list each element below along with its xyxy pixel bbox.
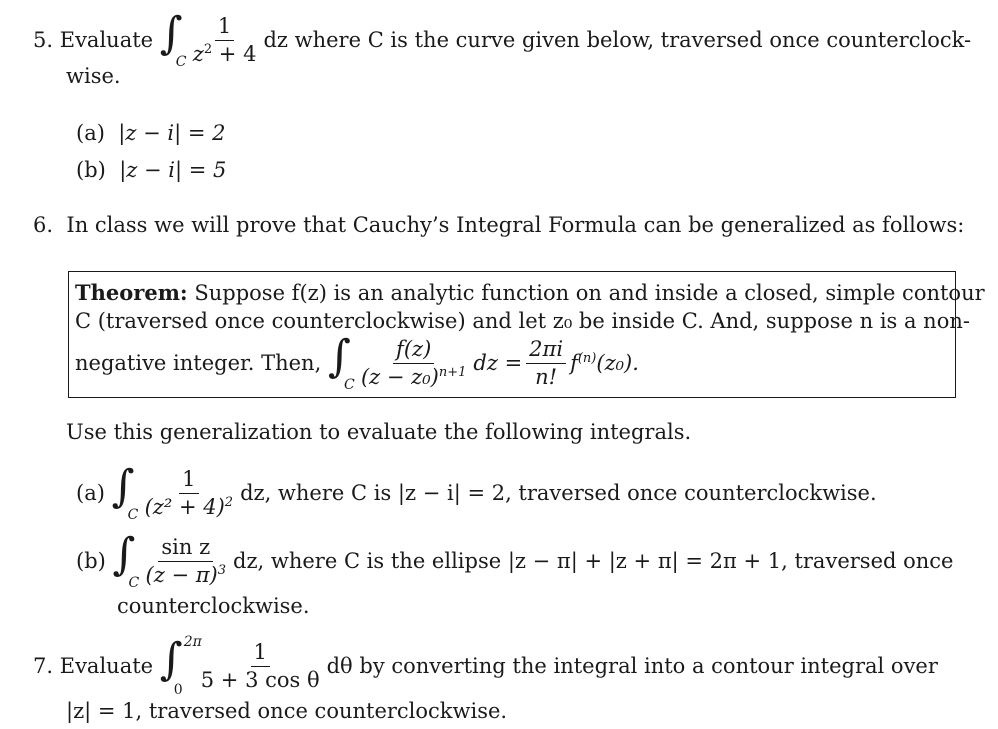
- integrand-fraction: $\frac{1}{z^2 + 4}$: [192, 14, 257, 66]
- problem-6b: (b) ∫ C $\frac{\text{sin z}}{(z - \pi)^3}$ dz, where C is the ellipse |z − π| + |z + π| = 2π + 1, traversed once: [76, 529, 954, 591]
- problem-5a: (a) |z − i| = 2: [76, 121, 226, 145]
- problem-7-continuation: |z| = 1, traversed once counterclockwise.: [66, 699, 508, 723]
- problem-5b: (b) |z − i| = 5: [76, 158, 227, 182]
- problem-5-text: dz where C is the curve given below, traversed once counterclock-: [263, 28, 972, 52]
- problem-5-number: 5.: [33, 28, 54, 52]
- integral-sign: ∫ C: [112, 529, 140, 591]
- problem-7-number: 7.: [33, 654, 54, 678]
- problem-7-fraction: $\frac{1}{\text{5 + 3 cos θ}}$: [200, 640, 320, 692]
- problem-6-use: Use this generalization to evaluate the following integrals.: [66, 420, 692, 444]
- integral-sign: ∫ C: [111, 461, 139, 523]
- problem-6a-fraction: $\frac{1}{(z^2 + 4)^2}$: [144, 467, 234, 519]
- problem-6-number: 6.: [33, 213, 54, 237]
- problem-6a: (a) ∫ C $\frac{1}{(z^2 + 4)^2}$ dz, where C is |z − i| = 2, traversed once counterclockwise.: [76, 461, 877, 523]
- theorem-line3: negative integer. Then, ∫ C $\frac{f(z)}{(z - z_0)^{n+1}}$ dz = $\frac{2\pi i}{n!}$ $f^{(n)}(z_0)$.: [75, 331, 639, 393]
- problem-5-continuation: wise.: [66, 64, 121, 88]
- problem-6b-continuation: counterclockwise.: [117, 594, 310, 618]
- integral-sign: ∫ C: [327, 331, 355, 393]
- theorem-fraction: $\frac{f(z)}{(z - z_0)^{n+1}}$: [360, 337, 467, 389]
- theorem-line1: Theorem: Suppose f(z) is an analytic function on and inside a closed, simple contour: [75, 280, 985, 305]
- problem-7-line1: 7. Evaluate ∫ 2π 0 $\frac{1}{\text{5 + 3 cos θ}}$ dθ by converting the integral into a contour integral over: [33, 634, 938, 698]
- problem-5-lead: Evaluate: [59, 28, 154, 52]
- problem-6b-fraction: $\frac{\text{sin z}}{(z - \pi)^3}$: [145, 535, 227, 587]
- problem-5-line1: [33, 8, 972, 70]
- theorem-rhs-fraction: $\frac{2\pi i}{n!}$: [526, 338, 566, 387]
- integral-sign: ∫ C: [159, 8, 187, 70]
- theorem-label: Theorem:: [75, 280, 188, 305]
- definite-integral-sign: ∫ 2π 0: [159, 634, 202, 698]
- theorem-line2: C (traversed once counterclockwise) and let z₀ be inside C. And, suppose n is a non-: [75, 309, 970, 333]
- problem-6-intro: 6. In class we will prove that Cauchy’s Integral Formula can be generalized as follows:: [33, 213, 965, 237]
